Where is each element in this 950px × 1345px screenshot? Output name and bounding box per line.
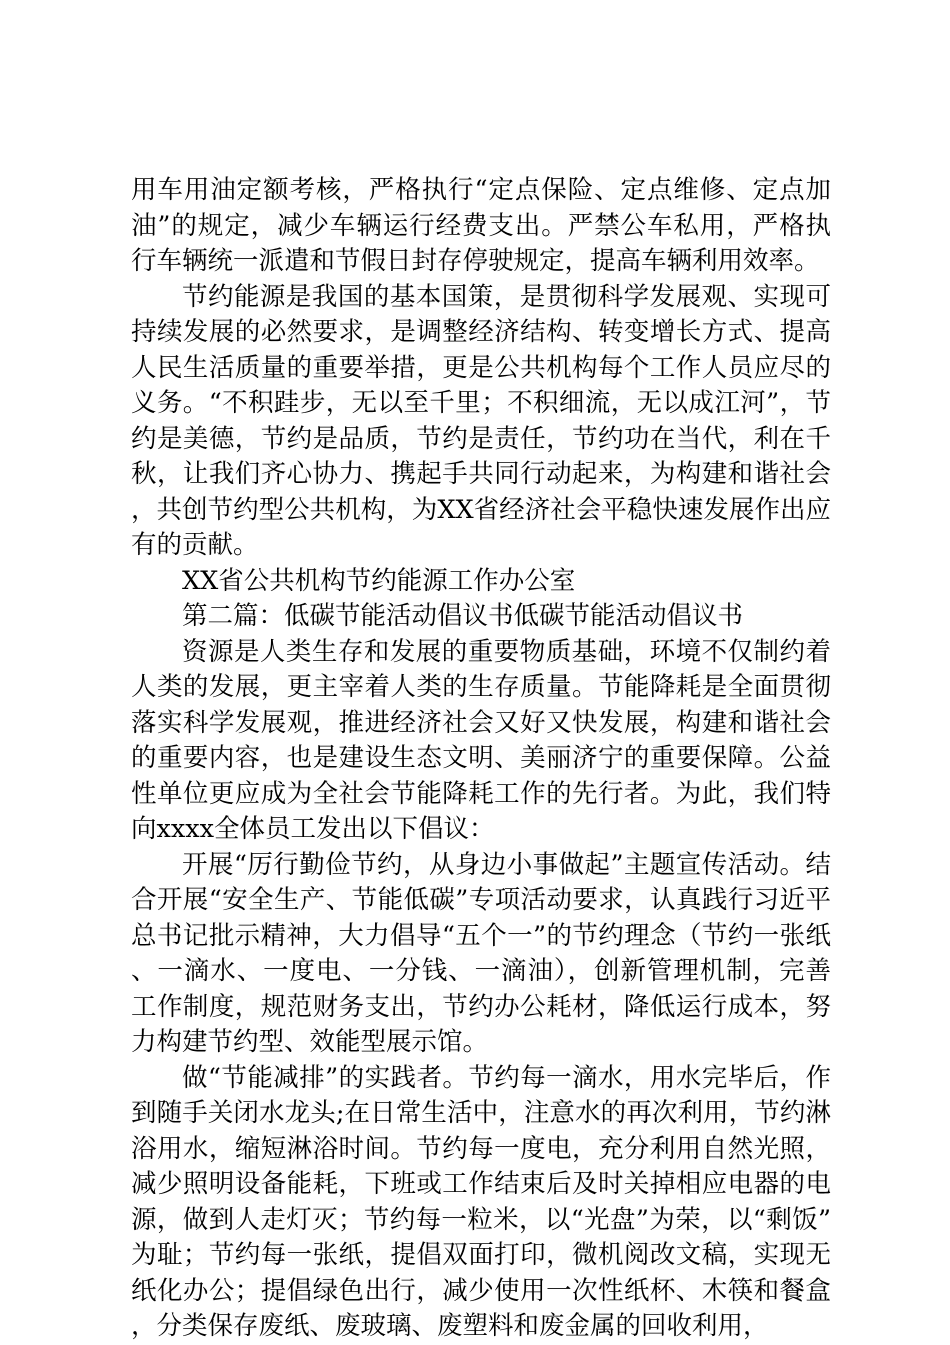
- office-signature: XX省公共机构节约能源工作办公室: [182, 565, 576, 596]
- document-body: [131, 173, 831, 1345]
- paragraph-thrift-campaign: 开展“厉行勤俭节约，从身边小事做起”主题宣传活动。结合开展“安全生产、节能低碳”专项活动要求，认真践行习近平总书记批示精神，大力倡导“五个一”的节约理念（节约一张纸、一滴水、一度电、一分钱、一滴油），创新管理机制，完善工作制度，规范财务支出，节约办公耗材，降低运行成本，努力构建节约型、效能型展示馆。: [131, 849, 831, 1057]
- paragraph-energy-practice: 做“节能减排”的实践者。节约每一滴水，用水完毕后，作到随手关闭水龙头;在日常生活中，注意水的再次利用，节约淋浴用水，缩短淋浴时间。节约每一度电，充分利用自然光照，减少照明设备能耗，下班或工作结束后及时关掉相应电器的电源，做到人走灯灭；节约每一粒米，以“光盘”为荣，以“剩饭”为耻；节约每一张纸，提倡双面打印，微机阅改文稿，实现无纸化办公；提倡绿色出行，减少使用一次性纸杯、木筷和餐盒，分类保存废纸、废玻璃、废塑料和废金属的回收利用，: [131, 1062, 831, 1341]
- paragraph-energy-saving-policy: 节约能源是我国的基本国策，是贯彻科学发展观、实现可持续发展的必然要求，是调整经济结构、转变增长方式、提高人民生活质量的重要举措，更是公共机构每个工作人员应尽的义务。“不积跬步，无以至千里；不积细流，无以成江河”，节约是美德，节约是品质，节约是责任，节约功在当代，利在千秋，让我们齐心协力、携起手共同行动起来，为构建和谐社会，共创节约型公共机构，为XX省经济社会平稳快速发展作出应有的贡献。: [131, 281, 831, 560]
- paragraph-vehicle-management: 用车用油定额考核，严格执行“定点保险、定点维修、定点加油”的规定，减少车辆运行经费支出。严禁公车私用，严格执行车辆统一派遣和节假日封存停驶规定，提高车辆利用效率。: [131, 175, 831, 276]
- section-heading: 第二篇：低碳节能活动倡议书低碳节能活动倡议书: [182, 601, 744, 631]
- paragraph-resources-foundation: 资源是人类生存和发展的重要物质基础，环境不仅制约着人类的发展，更主宰着人类的生存质量。节能降耗是全面贯彻落实科学发展观，推进经济社会又好又快发展，构建和谐社会的重要内容，也是建设生态文明、美丽济宁的重要保障。公益性单位更应成为全社会节能降耗工作的先行者。为此，我们特向xxxx全体员工发出以下倡议：: [131, 636, 831, 844]
